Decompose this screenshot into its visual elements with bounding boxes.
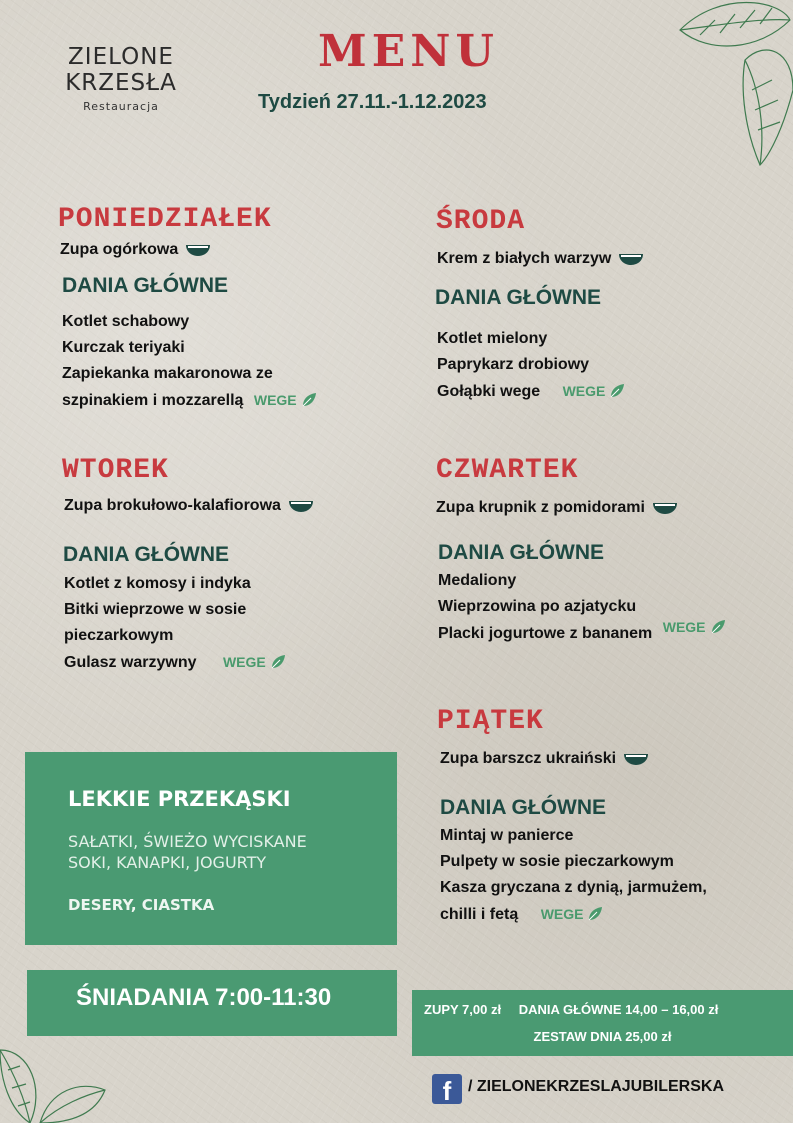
list-item — [440, 901, 707, 928]
list-item — [437, 378, 625, 405]
leaf-icon — [587, 906, 603, 922]
facebook-icon[interactable]: f — [432, 1074, 462, 1104]
list-item: Kotlet mielony — [437, 330, 548, 347]
soup-bowl-icon — [624, 753, 648, 765]
logo-subtitle: Restauracja — [83, 100, 159, 113]
wege-label: WEGE — [222, 654, 266, 670]
thursday-mains-list — [438, 568, 726, 647]
list-item — [62, 387, 317, 414]
friday-soup-label: Zupa barszcz ukraiński — [440, 750, 617, 767]
list-item-text: Placki jogurtowe z bananem — [438, 625, 653, 642]
snacks-line-2: SOKI, KANAPKI, JOGURTY — [68, 853, 267, 872]
week-range: Tydzień 27.11.-1.12.2023 — [258, 91, 487, 113]
snacks-title: LEKKIE PRZEKĄSKI — [68, 787, 291, 811]
list-item: pieczarkowym — [64, 627, 174, 644]
list-item: Mintaj w panierce — [440, 827, 574, 844]
wednesday-soup-label: Krem z białych warzyw — [437, 250, 612, 267]
soups-price: ZUPY 7,00 zł — [424, 1002, 502, 1017]
soup-bowl-icon — [653, 502, 677, 514]
list-item — [438, 620, 726, 647]
breakfast-panel — [27, 970, 397, 1036]
list-item: Pulpety w sosie pieczarkowym — [440, 853, 674, 870]
thursday-soup-label: Zupa krupnik z pomidorami — [436, 499, 645, 516]
snacks-panel — [25, 752, 397, 945]
breakfast-hours: ŚNIADANIA 7:00-11:30 — [76, 984, 332, 1011]
logo-line-1: ZIELONE — [68, 44, 174, 70]
tuesday-mains-heading: DANIA GŁÓWNE — [63, 543, 230, 566]
wege-badge — [223, 649, 286, 675]
tuesday-soup-label: Zupa brokułowo-kalafiorowa — [64, 497, 281, 514]
wege-badge — [541, 901, 604, 927]
soup-bowl-icon — [186, 244, 210, 256]
list-item: Bitki wieprzowe w sosie — [64, 601, 247, 618]
day-friday-title: PIĄTEK — [437, 706, 544, 737]
tuesday-mains-list — [64, 571, 286, 676]
list-item: Kotlet z komosy i indyka — [64, 575, 251, 592]
leaf-icon — [270, 654, 286, 670]
wege-badge — [563, 378, 626, 404]
tuesday-soup — [64, 497, 313, 515]
wege-label: WEGE — [562, 383, 606, 399]
list-item: Wieprzowina po azjatycku — [438, 598, 637, 615]
mains-price: DANIA GŁÓWNE 14,00 – 16,00 zł — [518, 1002, 719, 1017]
soup-bowl-icon — [289, 500, 313, 512]
leaf-icon — [710, 619, 726, 635]
page-title: MENU — [318, 26, 499, 77]
thursday-mains-heading: DANIA GŁÓWNE — [438, 541, 605, 564]
wege-badge — [663, 614, 726, 640]
wege-label: WEGE — [540, 906, 584, 922]
list-item: Paprykarz drobiowy — [437, 356, 590, 373]
wege-badge — [254, 387, 317, 413]
logo-line-2: KRZESŁA — [65, 70, 177, 96]
list-item-text: chilli i fetą — [440, 906, 519, 923]
list-item: Kotlet schabowy — [62, 313, 190, 330]
monday-mains-list — [62, 309, 317, 414]
monday-soup-label: Zupa ogórkowa — [60, 241, 179, 258]
leaf-decoration-top-right-icon — [660, 0, 793, 170]
wednesday-soup — [437, 250, 643, 268]
logo — [62, 44, 180, 113]
day-tuesday-title: WTOREK — [62, 455, 169, 486]
list-item-text: Gulasz warzywny — [64, 654, 197, 671]
wednesday-mains-list — [437, 326, 625, 405]
friday-mains-heading: DANIA GŁÓWNE — [440, 796, 607, 819]
leaf-icon — [301, 392, 317, 408]
snacks-line-3: DESERY, CIASTKA — [68, 896, 215, 914]
monday-mains-heading: DANIA GŁÓWNE — [62, 274, 229, 297]
list-item — [64, 649, 286, 676]
leaf-decoration-bottom-left-icon — [0, 1030, 110, 1123]
day-wednesday-title: ŚRODA — [436, 206, 526, 237]
list-item-text: szpinakiem i mozzarellą — [62, 392, 244, 409]
prices-panel — [412, 990, 793, 1056]
snacks-line-1: SAŁATKI, ŚWIEŻO WYCISKANE — [68, 832, 307, 851]
day-thursday-title: CZWARTEK — [436, 455, 579, 486]
leaf-icon — [609, 383, 625, 399]
wednesday-mains-heading: DANIA GŁÓWNE — [435, 286, 602, 309]
facebook-handle[interactable]: / ZIELONEKRZESLAJUBILERSKA — [468, 1078, 725, 1095]
set-price: ZESTAW DNIA 25,00 zł — [533, 1029, 672, 1044]
day-monday-title: PONIEDZIAŁEK — [58, 204, 272, 235]
friday-mains-list — [440, 823, 707, 928]
monday-soup — [60, 241, 210, 259]
list-item: Medaliony — [438, 572, 517, 589]
thursday-soup — [436, 499, 677, 517]
wege-label: WEGE — [253, 392, 297, 408]
list-item: Kurczak teriyaki — [62, 339, 185, 356]
list-item-text: Gołąbki wege — [437, 383, 541, 400]
soup-bowl-icon — [619, 253, 643, 265]
list-item: Zapiekanka makaronowa ze — [62, 365, 273, 382]
friday-soup — [440, 750, 648, 768]
list-item: Kasza gryczana z dynią, jarmużem, — [440, 879, 707, 896]
wege-label: WEGE — [662, 619, 706, 635]
